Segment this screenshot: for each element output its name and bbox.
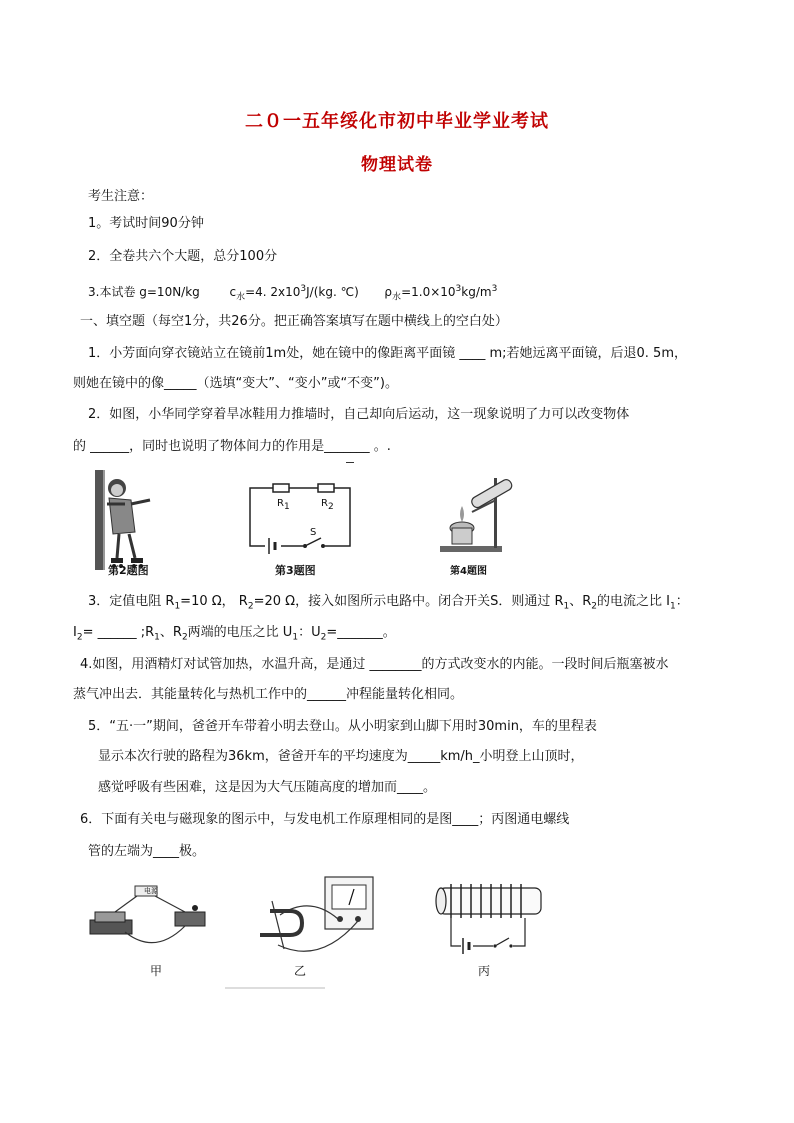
question-3-line-2 [73,624,396,647]
question-2-line-1: 2．如图，小华同学穿着旱冰鞋用力推墙时，自己却向后运动，这一现象说明了力可以改变物体 [88,407,630,422]
note-3 [88,280,497,306]
question-4-line-1: 4.如图，用酒精灯对试管加热，水温升高，是通过 ________的方式改变水的内能。一段时间后瓶塞被水 [80,657,669,672]
question-1-line-1: 1．小芳面向穿衣镜站立在镜前1m处，她在镜中的像距离平面镜 ____ m;若她远离平面镜，后退0. 5m， [88,346,687,361]
q3-l2-b: = ______ ;R [82,625,155,640]
q3-l2-sub-u2: 2 [320,632,327,643]
note-3-c-unit: J/(kg. ℃) [306,285,359,299]
note-3-rho-value: =1.0×10 [401,285,456,299]
figure-6-bing-caption: 丙 [478,964,491,978]
question-1-line-2: 则她在镜中的像_____（选填“变大”、“变小”或“不变”)。 [73,376,398,391]
r2-sub: 2 [327,502,334,512]
q3-l2-sub-u1: 1 [292,632,299,643]
figure-4-caption: 第4题图 [450,566,487,577]
stray-mark [346,462,354,463]
r1-symbol: R [277,498,284,509]
figure-6-yi-caption: 乙 [294,964,307,978]
q3-l2-sub-r2: 2 [181,632,188,643]
note-3-c-symbol: c [229,285,237,299]
note-3-c-sub: 水 [236,292,246,303]
note-3-gravity: 3.本试卷 g=10N/kg [88,285,200,299]
q3-text-d: 、R [569,594,592,609]
question-5-line-3: 感觉呼吸有些困难，这是因为大气压随高度的增加而____。 [98,780,437,795]
notes-heading: 考生注意： [88,189,154,204]
q3-l2-d: 两端的电压之比 U [187,625,293,640]
q3-l2-a: I [73,625,77,640]
figure-6-jia-caption: 甲 [150,964,163,978]
note-3-rho-unit-exp: 3 [491,284,498,294]
q3-text-e: 的电流之比 I [597,594,670,609]
note-2: 2．全卷共六个大题，总分100分 [88,249,278,264]
page-title: 二０一五年绥化市初中毕业学业考试 [245,111,549,132]
q3-sub-r1: 1 [174,601,181,612]
note-3-c-exp: 3 [300,284,307,294]
switch-label: S [310,527,317,538]
question-5-line-2: 显示本次行驶的路程为36km，爸爸开车的平均速度为_____km/h_小明登上山顶时， [98,749,584,764]
q3-l2-e: ：U [298,625,321,640]
q3-l2-sub-i2: 2 [76,632,83,643]
r1-sub: 1 [283,502,290,512]
note-3-c-value: =4. 2x10 [245,285,301,299]
question-3-line-1 [88,593,689,616]
page-subtitle: 物理试卷 [361,155,433,175]
q3-l2-f: =_______。 [326,625,396,640]
figure-3-caption: 第3题图 [275,564,316,577]
question-5-line-1: 5．“五·一”期间，爸爸开车带着小明去登山。从小明家到山脚下用时30min，车的里程表 [88,719,597,734]
q3-sub-i1: 1 [669,601,676,612]
note-3-rho-sub: 水 [392,292,402,303]
figure-3-circuit [245,480,355,555]
q3-sub-r2b: 2 [591,601,598,612]
r1-label [277,498,290,512]
note-3-rho-exp: 3 [455,284,462,294]
q3-text-b: =10 Ω， R [180,594,248,609]
figure-4-test-tube [432,470,522,555]
r2-symbol: R [321,498,328,509]
figure-6-yi-apparatus [250,875,380,960]
q3-sub-r1b: 1 [563,601,570,612]
power-source-label: 电源 [144,887,158,895]
question-6-line-1: 6．下面有关电与磁现象的图示中，与发电机工作原理相同的是图____；丙图通电螺线 [80,812,570,827]
q3-text-f: ： [675,594,689,609]
note-3-rho-symbol: ρ [384,285,393,299]
q3-text-a: 3．定值电阻 R [88,594,175,609]
figure-2-caption: 第2题图 [108,564,149,577]
q3-l2-c: 、R [159,625,182,640]
q3-l2-sub-r1: 1 [154,632,160,643]
figure-2-pushing-wall [95,470,165,570]
q3-text-c: =20 Ω，接入如图所示电路中。闭合开关S．则通过 R [253,594,564,609]
q3-sub-r2: 2 [247,601,254,612]
r2-label [321,498,334,512]
note-3-rho-unit: kg/m [461,285,492,299]
figure-6-bing-solenoid [425,880,550,955]
question-2-line-2: 的 ______，同时也说明了物体间力的作用是_______ 。. [73,439,391,454]
note-1: 1。考试时间90分钟 [88,216,204,231]
scan-artifact [225,987,325,989]
question-4-line-2: 蒸气冲出去．其能量转化与热机工作中的______冲程能量转化相同。 [73,687,464,702]
section-1-heading: 一、填空题（每空1分，共26分。把正确答案填写在题中横线上的空白处） [80,314,508,329]
question-6-line-2: 管的左端为____极。 [88,844,206,859]
